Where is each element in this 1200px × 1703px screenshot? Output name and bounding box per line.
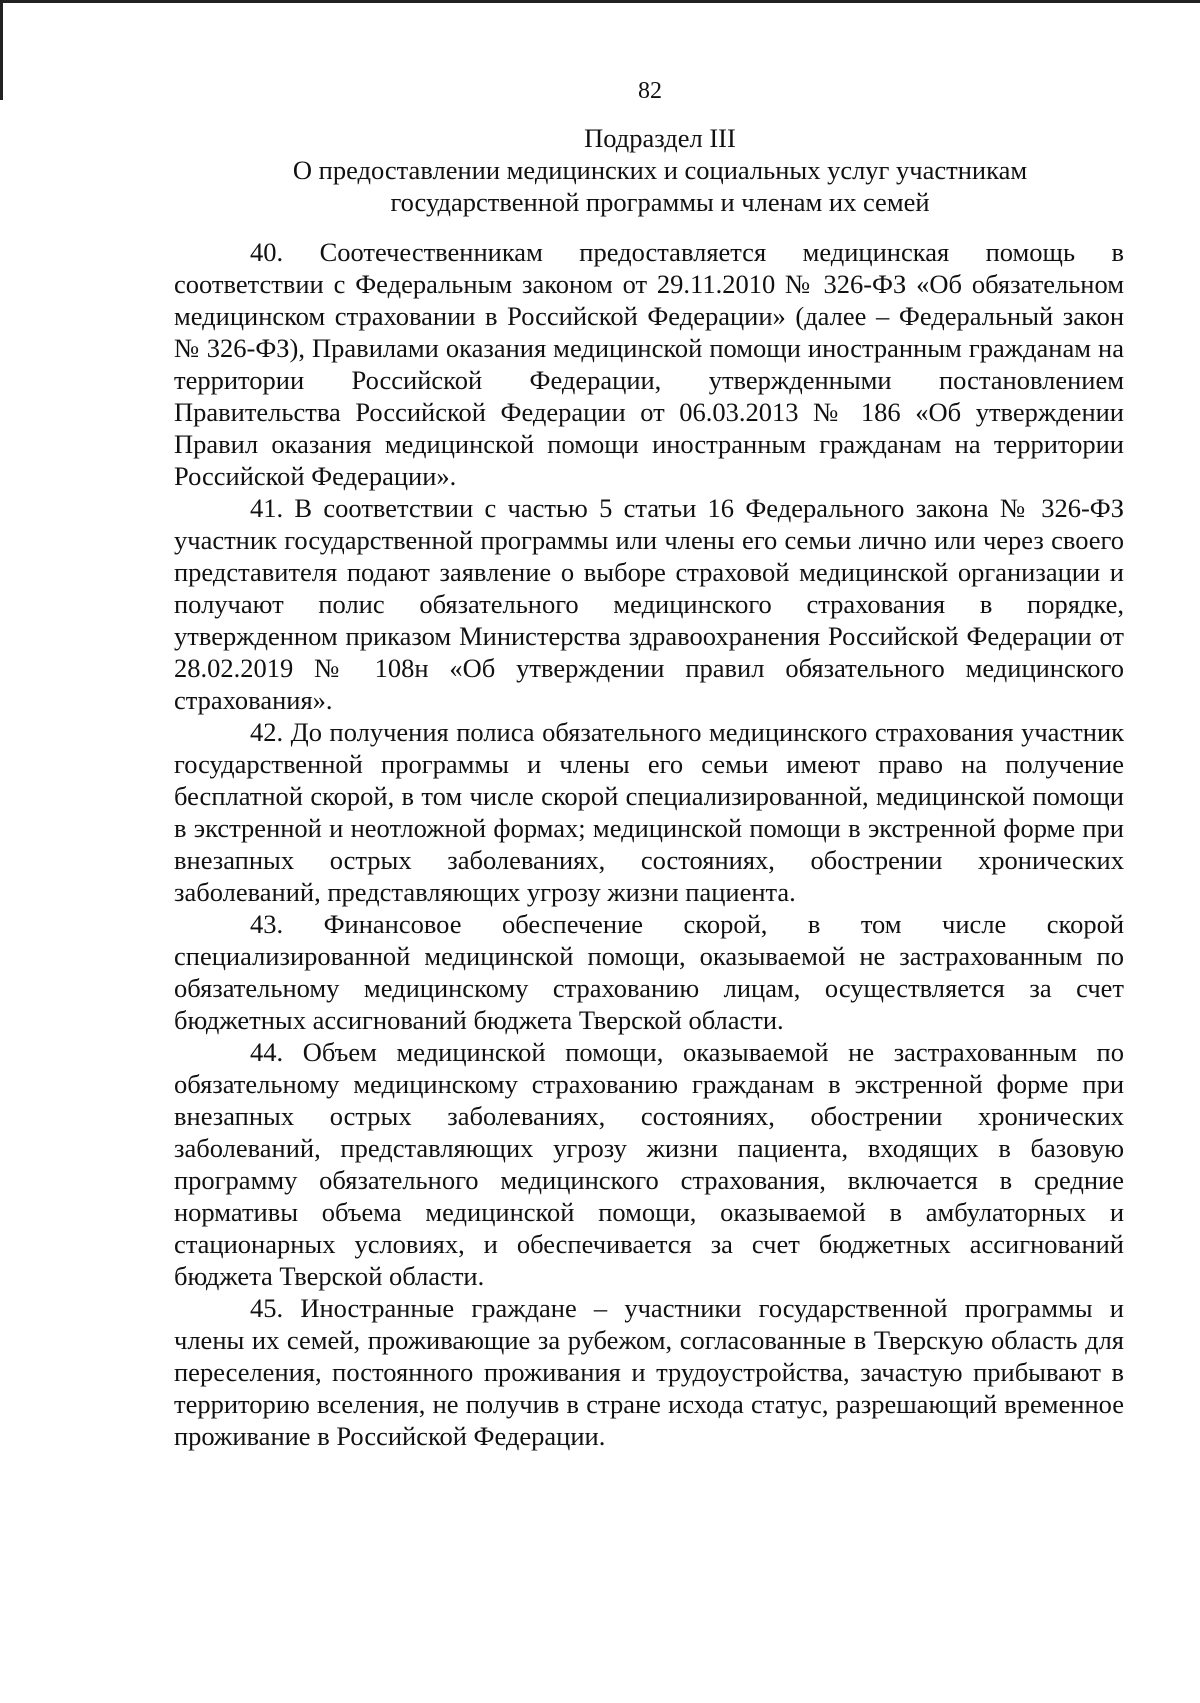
paragraph-40: 40. Соотечественникам предоставляется медицинская помощь в соответствии с Федеральным законом от 29.11.2010 № 326-ФЗ «Об обязательном медицинском страховании в Российской Федерации» (далее – Федеральный закон № 326-ФЗ), Правилами оказания медицинской помощи иностранным гражданам на территории Российской Федерации, утвержденными постановлением Правительства Российской Федерации от 06.03.2013 № 186 «Об утверждении Правил оказания медицинской помощи иностранным гражданам на территории Российской Федерации». — [174, 237, 1124, 491]
page-number: 82 — [638, 78, 662, 104]
paragraph-44: 44. Объем медицинской помощи, оказываемой не застрахованным по обязательному медицинскому страхованию гражданам в экстренной форме при внезапных острых заболеваниях, состояниях, обострении хронических заболеваний, представляющих угрозу жизни пациента, входящих в базовую программу обязательного медицинского страхования, включается в средние нормативы объема медицинской помощи, оказываемой в амбулаторных и стационарных условиях, и обеспечивается за счет бюджетных ассигнований бюджета Тверской области. — [174, 1037, 1124, 1291]
scan-edge-top — [0, 0, 1200, 3]
document-body — [174, 236, 1124, 1452]
paragraph-45: 45. Иностранные граждане – участники государственной программы и члены их семей, проживающие за рубежом, согласованные в Тверскую область для переселения, постоянного проживания и трудоустройства, зачастую прибывают в территорию вселения, не получив в стране исхода статус, разрешающий временное проживание в Российской Федерации. — [174, 1293, 1124, 1451]
paragraph-42: 42. До получения полиса обязательного медицинского страхования участник государственной программы и члены его семьи имеют право на получение бесплатной скорой, в том числе скорой специализированной, медицинской помощи в экстренной и неотложной формах; медицинской помощи в экстренной форме при внезапных острых заболеваниях, состояниях, обострении хронических заболеваний, представляющих угрозу жизни пациента. — [174, 717, 1124, 907]
section-title-line-2: государственной программы и членам их семей — [390, 187, 930, 217]
paragraph-43: 43. Финансовое обеспечение скорой, в том числе скорой специализированной медицинской помощи, оказываемой не застрахованным по обязательному медицинскому страхованию лицам, осуществляется за счет бюджетных ассигнований бюджета Тверской области. — [174, 909, 1124, 1035]
paragraph-41: 41. В соответствии с частью 5 статьи 16 Федерального закона № 326-ФЗ участник государственной программы или члены его семьи лично или через своего представителя подают заявление о выборе страховой медицинской организации и получают полис обязательного медицинского страхования в порядке, утвержденном приказом Министерства здравоохранения Российской Федерации от 28.02.2019 № 108н «Об утверждении правил обязательного медицинского страхования». — [174, 493, 1124, 715]
section-heading — [160, 122, 1160, 218]
section-title-line-1: О предоставлении медицинских и социальных услуг участникам — [292, 155, 1028, 185]
subsection-label: Подраздел III — [584, 123, 736, 153]
